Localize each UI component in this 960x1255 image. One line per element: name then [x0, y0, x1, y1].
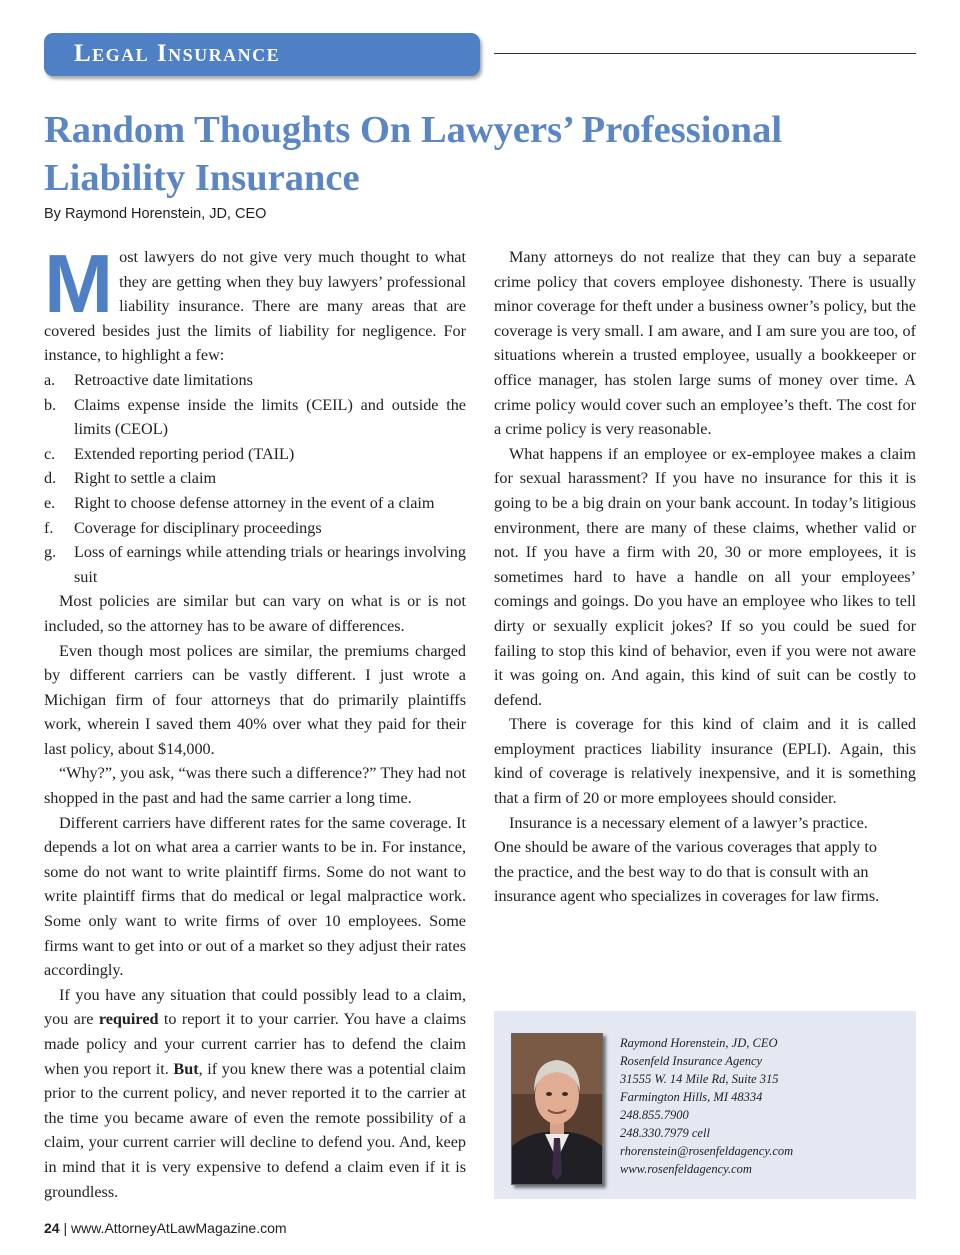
author-phone: 248.855.7900: [620, 1108, 689, 1122]
footer-separator: |: [63, 1220, 68, 1236]
author-email: rhorenstein@rosenfeldagency.com: [620, 1144, 794, 1158]
author-portrait-icon: [512, 1034, 602, 1184]
claim-text-1: If you have any situation that could possibly lead to a claim, you are: [44, 985, 466, 1029]
list-item: [44, 516, 466, 541]
list-letter: e.: [44, 493, 56, 512]
intro-paragraph: [44, 237, 466, 368]
author-cell: 248.330.7979 cell: [620, 1126, 710, 1140]
intro-text: ost lawyers do not give very much thought to what they are getting when they buy lawyers’ professional liability insurance. There are many areas that are covered besides just the limits of liability for negligence. For instance, to highlight a few:: [44, 248, 466, 365]
list-letter: b.: [44, 395, 57, 414]
coverage-list: [44, 368, 466, 589]
why-paragraph: “Why?”, you ask, “was there such a difference?” They had not shopped in the past and had the same carrier a long time.: [44, 764, 466, 808]
list-item: [44, 442, 466, 467]
author-name: Raymond Horenstein, JD, CEO: [620, 1036, 778, 1050]
claim-text-3: , if you knew there was a potential claim prior to the current policy, and never reported it to the carrier at the time you became aware of even the remote possibility of a claim, your current carrier will decline to defend you. And, keep in mind that it is very expensive to defend a claim even if it is groundless.: [44, 1059, 466, 1201]
author-contact: [620, 1034, 793, 1178]
list-letter: g.: [44, 543, 57, 562]
list-letter: a.: [44, 370, 56, 389]
article-title: Random Thoughts On Lawyers’ Professional Liability Insurance: [44, 109, 783, 199]
closing-line: the practice, and the best way to do that is consult with an: [494, 862, 869, 881]
list-item: [44, 540, 466, 589]
claim-paragraph: [44, 983, 466, 1204]
section-banner-label: Legal Insurance: [74, 40, 281, 67]
section-banner: [44, 33, 480, 76]
claim-bold-but: But: [173, 1059, 199, 1078]
list-text: Loss of earnings while attending trials or hearings involving suit: [74, 543, 466, 586]
claim-bold-required: required: [98, 1010, 159, 1029]
author-city: Farmington Hills, MI 48334: [620, 1090, 763, 1104]
list-item: [44, 368, 466, 393]
closing-line: insurance agent who specializes in coverages for law firms.: [494, 887, 880, 906]
drop-cap: M: [44, 237, 114, 330]
page-number: 24: [44, 1220, 60, 1236]
closing-line: Insurance is a necessary element of a lawyer’s practice.: [509, 813, 868, 832]
list-item: [44, 466, 466, 491]
author-street: 31555 W. 14 Mile Rd, Suite 315: [620, 1072, 779, 1086]
author-website: www.rosenfeldagency.com: [620, 1162, 752, 1176]
byline: By Raymond Horenstein, JD, CEO: [44, 206, 267, 222]
list-text: Extended reporting period (TAIL): [74, 444, 295, 463]
rates-paragraph: Different carriers have different rates for the same coverage. It depends a lot on what area a carrier wants to be in. For instance, some do not want to write plaintiff firms. Some do not want to write plaintiff firms that do medical or legal malpractice work. Some only want to write firms of over 10 employees. Some firms want to get into or out of a market so they adjust their rates accordingly.: [44, 813, 466, 980]
epli-paragraph: There is coverage for this kind of claim and it is called employment practices liability insurance (EPLI). Again, this kind of coverage is relatively inexpensive, and it is something that a firm of 20 or more employees should consider.: [494, 715, 916, 808]
list-text: Retroactive date limitations: [74, 370, 253, 389]
list-letter: c.: [44, 444, 56, 463]
list-letter: d.: [44, 469, 57, 488]
closing-line: One should be aware of the various coverages that apply to: [494, 838, 877, 857]
crime-paragraph: Many attorneys do not realize that they can buy a separate crime policy that covers employee dishonesty. There is usually minor coverage for theft under a business owner’s policy, but the coverage is very small. I am aware, and I am sure you are too, of situations wherein a trusted employee, usually a bookkeeper or office manager, has stolen large sums of money over time. A crime policy would cover such an employee’s theft. The cost for a crime policy is very reasonable.: [494, 248, 916, 439]
list-item: [44, 491, 466, 516]
footer-website: www.AttorneyAtLawMagazine.com: [71, 1220, 287, 1236]
right-column: [494, 245, 916, 909]
page-footer: [44, 1220, 287, 1236]
left-column: [44, 237, 467, 1204]
closing-paragraph: [494, 811, 916, 909]
list-text: Coverage for disciplinary proceedings: [74, 518, 322, 537]
premiums-paragraph: Even though most polices are similar, the premiums charged by different carriers can be vastly different. I just wrote a Michigan firm of four attorneys that do primarily plaintiffs work, wherein I saved them 40% over what they paid for their last policy, about $14,000.: [44, 641, 466, 758]
header-rule: [494, 53, 916, 54]
author-photo: [511, 1033, 603, 1185]
list-text: Right to choose defense attorney in the event of a claim: [74, 493, 435, 512]
list-text: Claims expense inside the limits (CEIL) and outside the limits (CEOL): [74, 395, 466, 439]
policies-paragraph: Most policies are similar but can vary on what is or is not included, so the attorney has to be aware of differences.: [44, 592, 466, 635]
author-box: [494, 1011, 916, 1199]
harassment-paragraph: What happens if an employee or ex-employee makes a claim for sexual harassment? If you have no insurance for this it is going to be a big drain on your bank account. In today’s litigious environment, there are many of these claims, whether valid or not. If you have a firm with 20, 30 or more employees, it is sometimes hard to have a handle on all your employees’ comings and goings. Do you have an employee who likes to tell dirty or sexually explicit jokes? If so you could be sued for failing to stop this kind of behavior, even if you were not aware it was going on. And again, this kind of suit can be costly to defend.: [494, 444, 916, 709]
claim-text-2: to report it to your carrier. You have a claims made policy and your current carrier has to defend the claim when you report it.: [44, 1010, 467, 1078]
list-letter: f.: [44, 518, 54, 537]
list-item: [44, 393, 466, 442]
author-agency: Rosenfeld Insurance Agency: [620, 1054, 763, 1068]
list-text: Right to settle a claim: [74, 469, 217, 488]
